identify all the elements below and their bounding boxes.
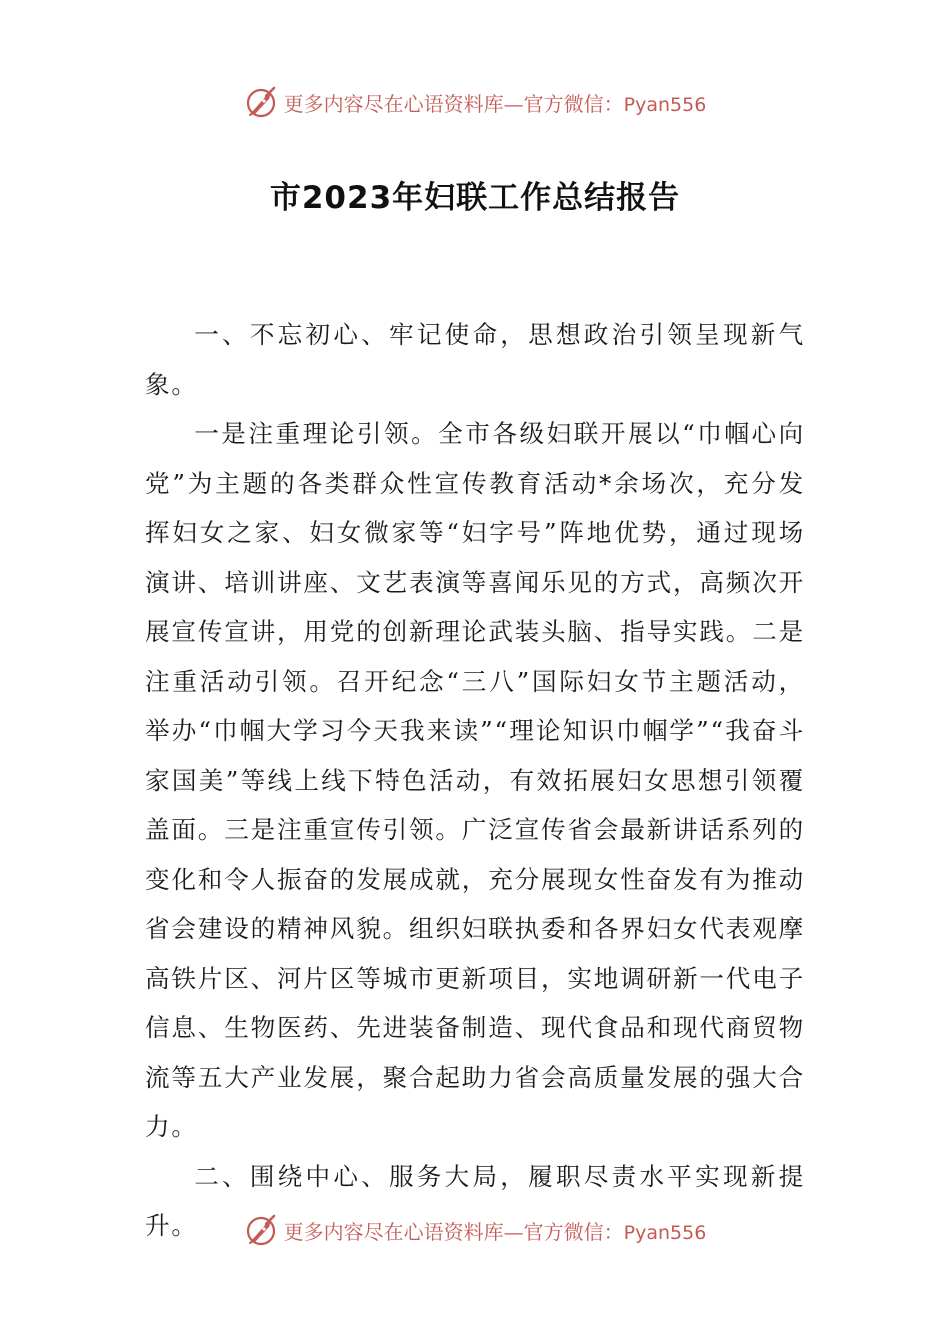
footer-banner-wechat-id: Pyan556 <box>623 1221 707 1244</box>
footer-banner-label: 更多内容尽在心语资料库—官方微信： <box>283 1219 624 1244</box>
section-heading: 二、围绕中心、服务大局，履职尽责水平实现新提升。 <box>145 1161 805 1240</box>
header-banner <box>0 82 950 122</box>
pen-nib-logo-icon <box>244 1212 280 1248</box>
pen-nib-logo-icon <box>244 84 280 120</box>
section-heading: 一、不忘初心、牢记使命，思想政治引领呈现新气象。 <box>145 320 805 399</box>
document-body <box>145 310 805 1251</box>
banner-text <box>284 88 707 117</box>
document-title: 市2023年妇联工作总结报告 <box>269 180 681 216</box>
footer-banner <box>0 1210 950 1250</box>
banner-wechat-id: Pyan556 <box>623 93 707 116</box>
footer-banner-text <box>284 1216 707 1245</box>
banner-label: 更多内容尽在心语资料库—官方微信： <box>283 91 624 116</box>
body-paragraph: 一是注重理论引领。全市各级妇联开展以“巾帼心向党”为主题的各类群众性宣传教育活动*余场次，充分发挥妇女之家、妇女微家等“妇字号”阵地优势，通过现场演讲、培训讲座、文艺表演等喜闻乐见的方式，高频次开展宣传宣讲，用党的创新理论武装头脑、指导实践。二是注重活动引领。召开纪念“三八”国际妇女节主题活动，举办“巾帼大学习今天我来读”“理论知识巾帼学”“我奋斗家国美”等线上线下特色活动，有效拓展妇女思想引领覆盖面。三是注重宣传引领。广泛宣传省会最新讲话系列的变化和令人振奋的发展成就，充分展现女性奋发有为推动省会建设的精神风貌。组织妇联执委和各界妇女代表观摩高铁片区、河片区等城市更新项目，实地调研新一代电子信息、生物医药、先进装备制造、现代食品和现代商贸物流等五大产业发展，聚合起助力省会高质量发展的强大合力。 <box>145 419 805 1141</box>
